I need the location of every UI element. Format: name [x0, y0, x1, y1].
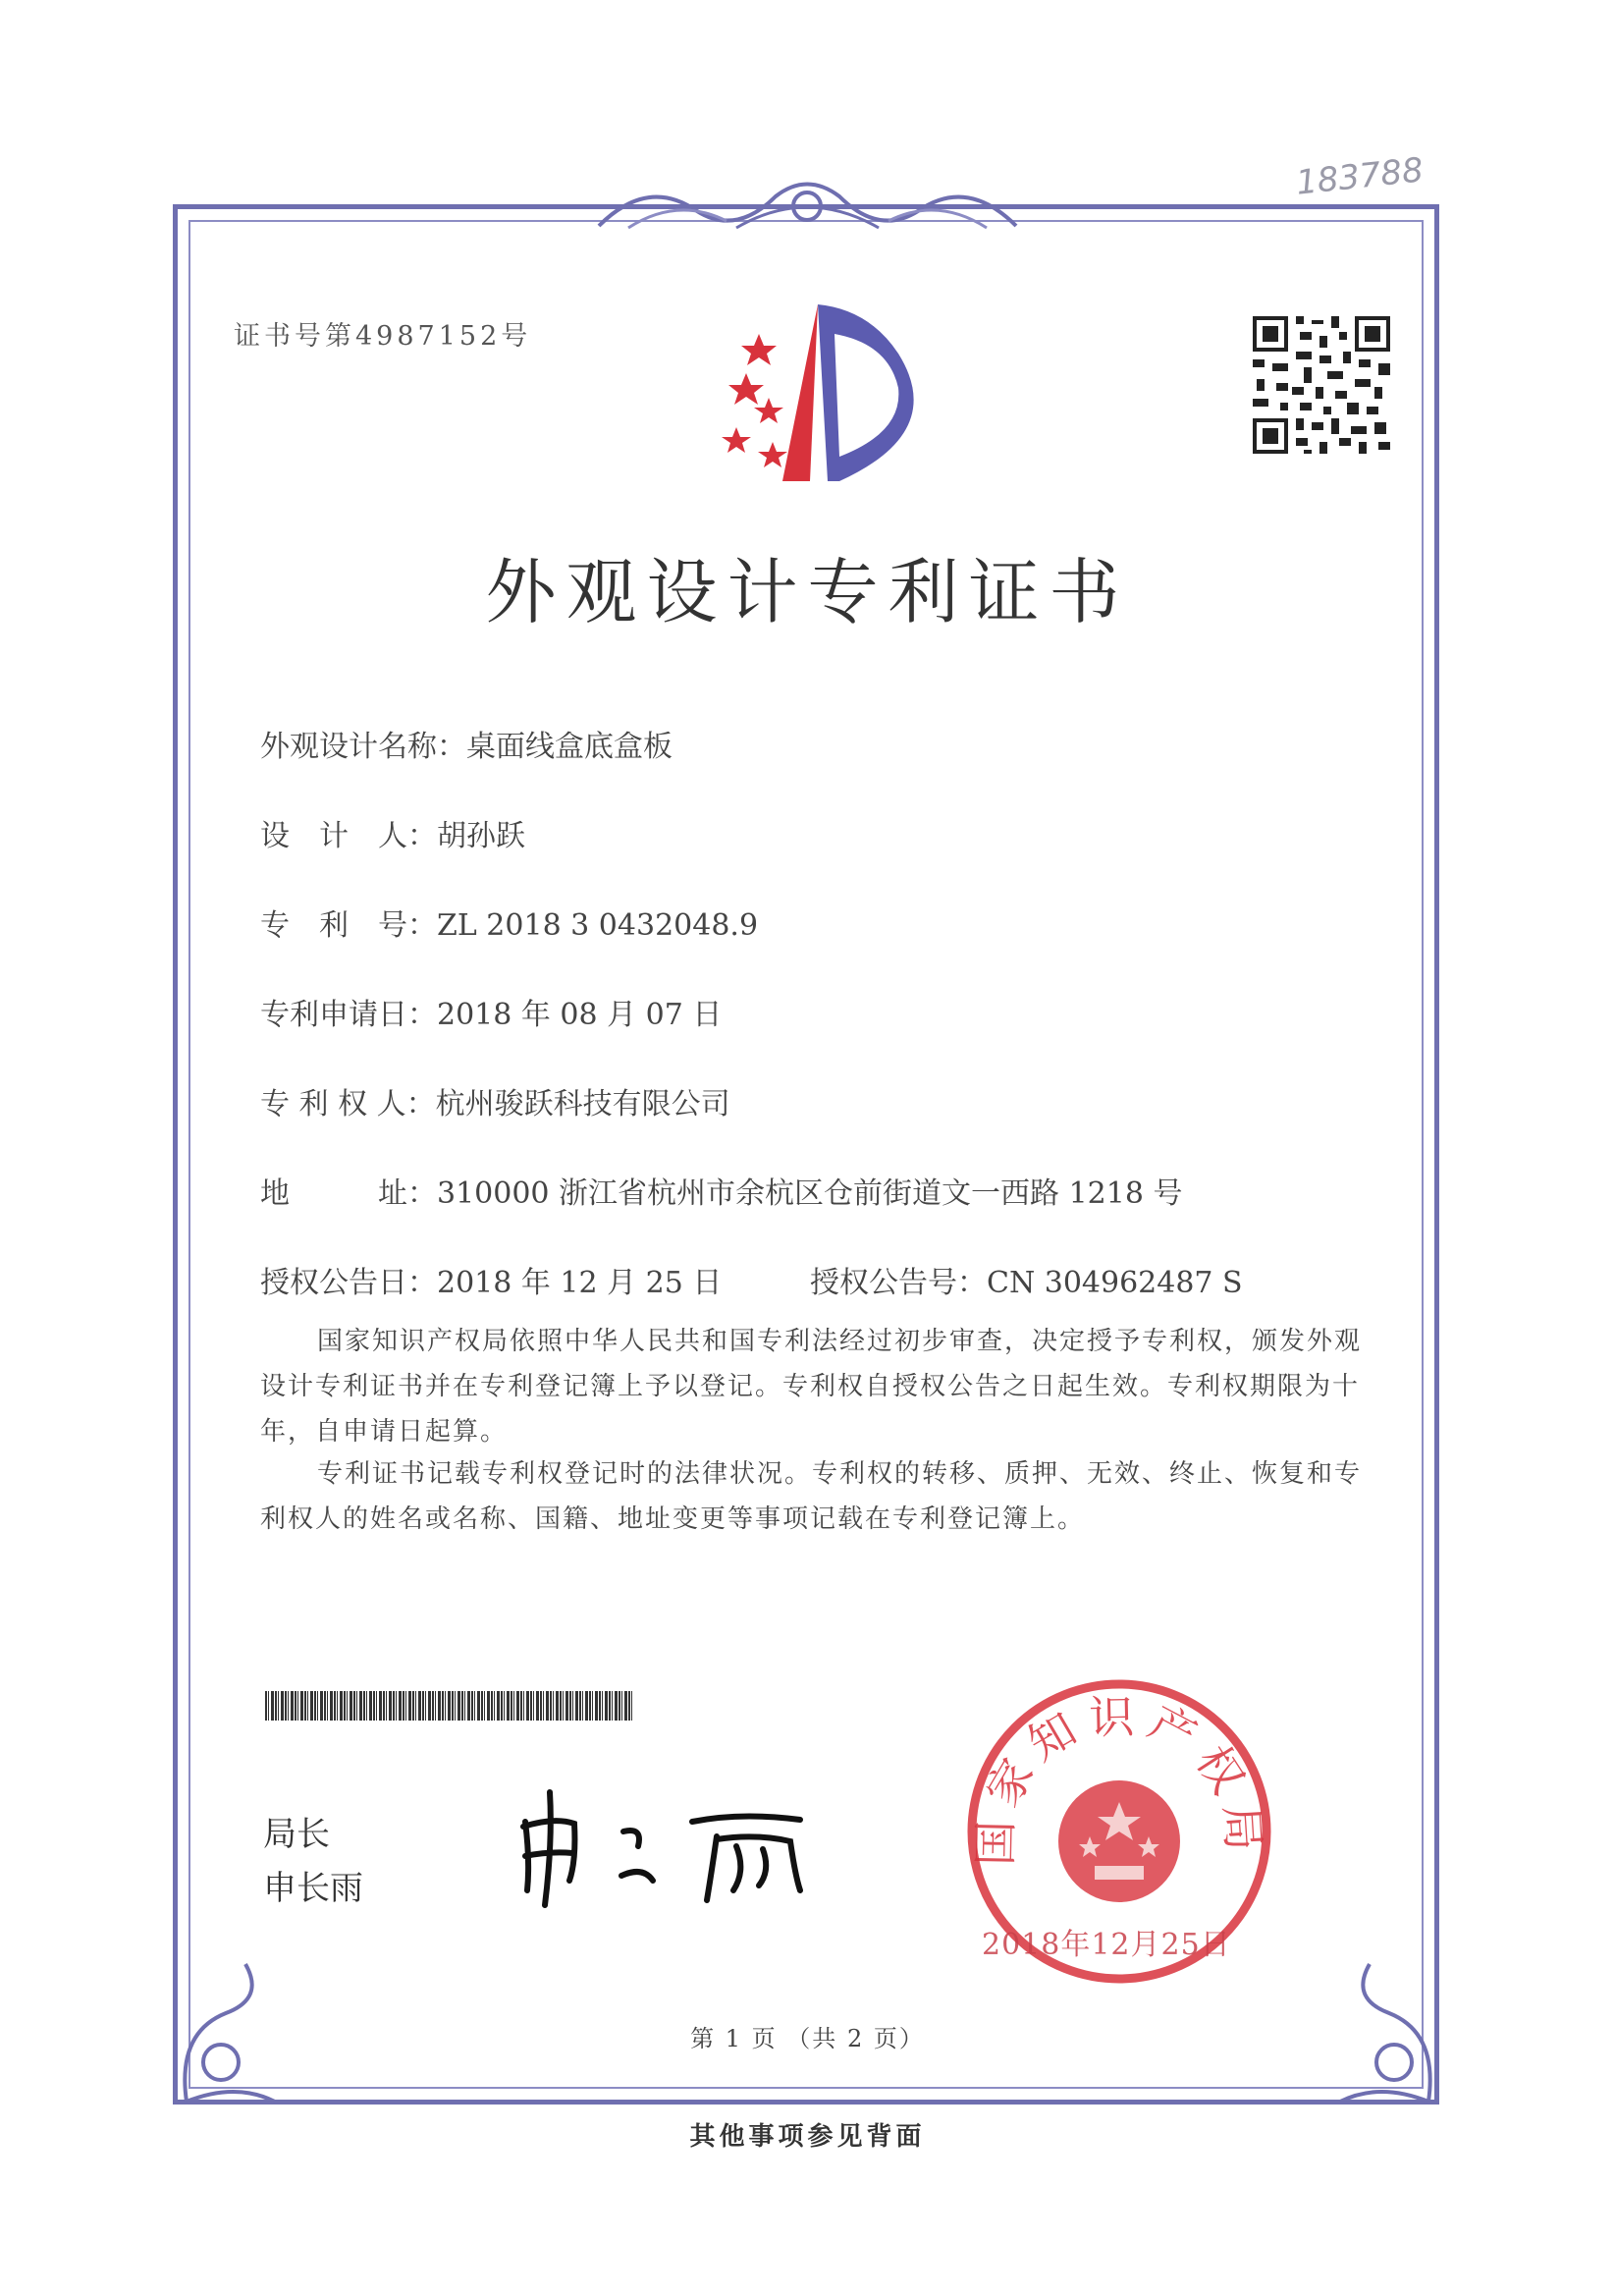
top-ornament: [589, 167, 1026, 246]
field-value: 桌面线盒底盒板: [466, 730, 673, 764]
legal-paragraph-1: 国家知识产权局依照中华人民共和国专利法经过初步审查，决定授予专利权，颁发外观设计专利证书并在专利登记簿上予以登记。专利权自授权公告之日起生效。专利权期限为十年，自申请日起算。: [260, 1327, 1363, 1447]
field-grant-number: [810, 1258, 1243, 1301]
qr-code-icon: [1249, 312, 1394, 458]
field-value: CN 304962487 S: [987, 1266, 1243, 1300]
field-design-name: [260, 722, 673, 765]
field-value: 2018 年 08 月 07 日: [437, 998, 723, 1032]
seal-text: 国家知识产权局: [968, 1689, 1271, 1867]
field-value: 杭州骏跃科技有限公司: [435, 1087, 730, 1121]
legal-paragraph-2: 专利证书记载专利权登记时的法律状况。专利权的转移、质押、无效、终止、恢复和专利权人的姓名或名称、国籍、地址变更等事项记载在专利登记簿上。: [260, 1459, 1363, 1534]
barcode: [265, 1691, 634, 1721]
seal-date: 2018年12月25日: [982, 1928, 1231, 1962]
patent-office-emblem: [702, 295, 928, 491]
field-value: 2018 年 12 月 25 日: [437, 1266, 723, 1300]
field-value: 310000 浙江省杭州市余杭区仓前街道文一西路 1218 号: [437, 1176, 1183, 1211]
field-label: 专利申请日：: [260, 998, 437, 1032]
field-label: 地 址：: [260, 1176, 437, 1211]
director-title: 局长: [263, 1815, 330, 1854]
field-address: [260, 1169, 1182, 1212]
director-name: 申长雨: [263, 1869, 363, 1908]
field-grant-date: [260, 1258, 722, 1301]
field-label: 设 计 人：: [260, 819, 437, 853]
field-label: 授权公告日：: [260, 1266, 437, 1300]
page-title: 外观设计专利证书: [485, 551, 1130, 633]
field-value: 胡孙跃: [437, 819, 525, 853]
field-value: ZL 2018 3 0432048.9: [437, 908, 759, 943]
field-patent-number: [260, 901, 758, 944]
handwritten-serial: 183788: [1294, 150, 1426, 203]
field-designer: [260, 811, 525, 854]
page-number: 第 1 页 （共 2 页）: [690, 2025, 925, 2052]
field-label: 专 利 号：: [260, 908, 437, 943]
field-patentee: [260, 1079, 730, 1122]
field-label: 授权公告号：: [810, 1266, 987, 1300]
director-signature: [506, 1782, 820, 1910]
field-label: 专 利 权 人：: [260, 1087, 436, 1121]
certificate-number: 证书号第4987152号: [234, 321, 532, 352]
footer-note: 其他事项参见背面: [689, 2122, 926, 2152]
field-label: 外观设计名称：: [260, 730, 466, 764]
field-application-date: [260, 990, 722, 1033]
